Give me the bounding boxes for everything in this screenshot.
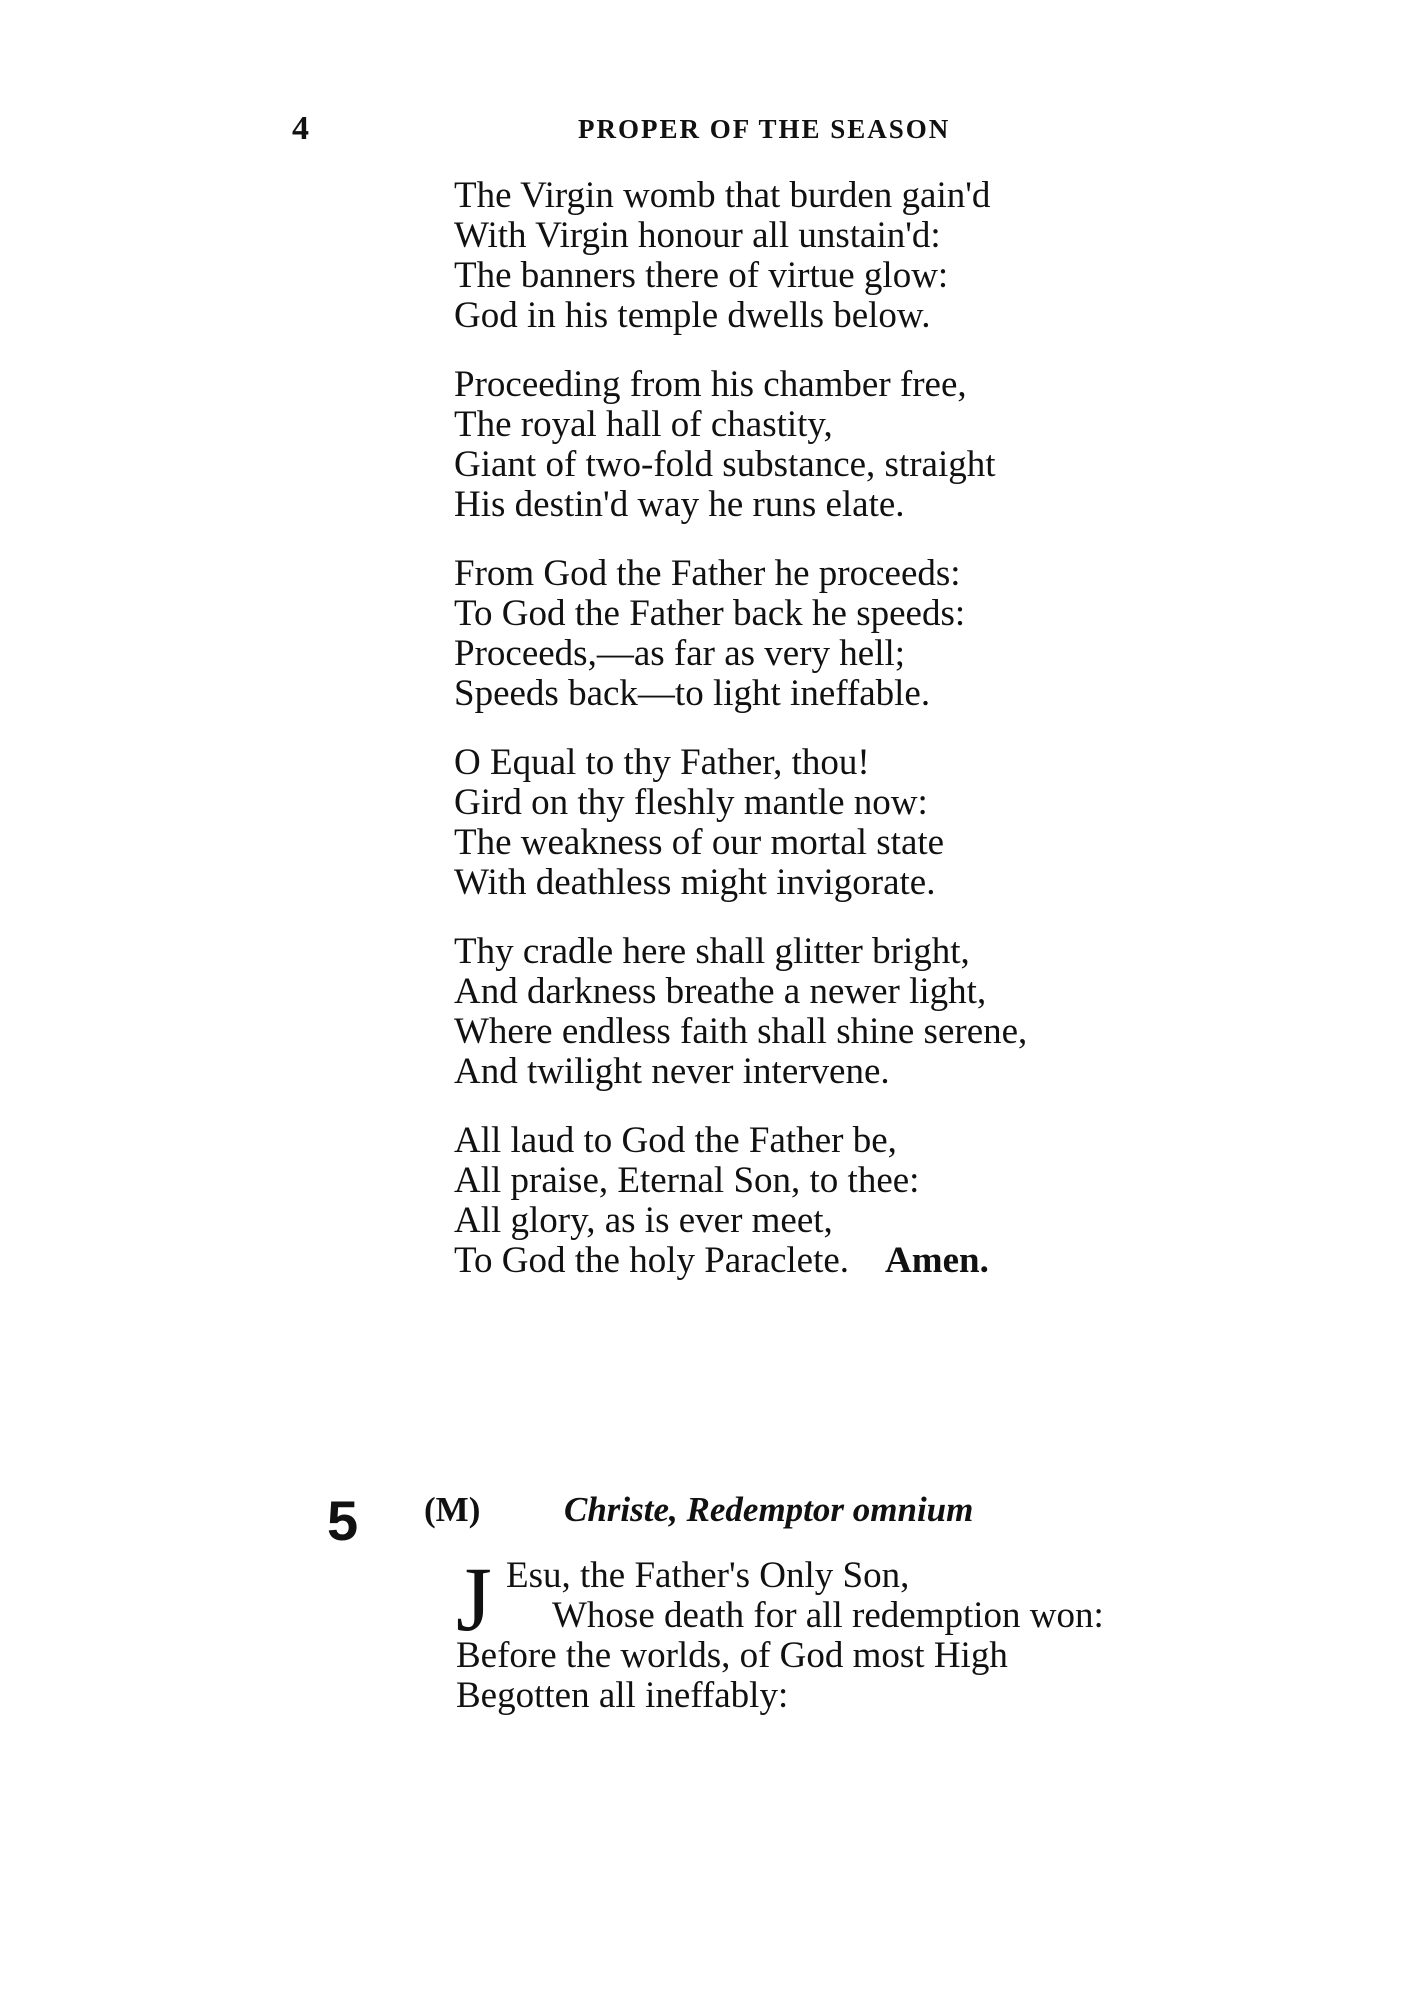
hymn-number: 5	[327, 1489, 359, 1552]
stanza-6	[454, 1121, 1354, 1281]
final-line-text: To God the holy Paraclete.	[454, 1240, 850, 1281]
verse-line: Proceeding from his chamber free,	[454, 364, 967, 405]
verse-line: With deathless might invigorate.	[454, 862, 936, 903]
stanza-4	[454, 743, 1354, 903]
verse-line: With Virgin honour all unstain'd:	[454, 215, 941, 256]
verse-line: Proceeds,—as far as very hell;	[454, 633, 906, 674]
verse-line: His destin'd way he runs elate.	[454, 484, 905, 525]
drop-cap: J	[456, 1548, 492, 1650]
verse-line: All praise, Eternal Son, to thee:	[454, 1160, 920, 1201]
hymn-text	[454, 176, 1354, 1310]
running-head: PROPER OF THE SEASON	[578, 114, 951, 144]
verse-line: All laud to God the Father be,	[454, 1120, 897, 1161]
stanza-3	[454, 554, 1354, 714]
verse-line: Gird on thy fleshly mantle now:	[454, 782, 928, 823]
verse-line: And darkness breathe a newer light,	[454, 971, 987, 1012]
verse-line: Speeds back—to light ineffable.	[454, 673, 931, 714]
verse-line: Before the worlds, of God most High	[456, 1635, 1008, 1676]
stanza-5	[454, 932, 1354, 1092]
page-number: 4	[292, 110, 309, 147]
verse-line: The royal hall of chastity,	[454, 404, 833, 445]
verse-line: O Equal to thy Father, thou!	[454, 742, 870, 783]
verse-line: From God the Father he proceeds:	[454, 553, 961, 594]
final-line	[454, 1241, 1354, 1281]
verse-line: The Virgin womb that burden gain'd	[454, 175, 991, 216]
verse-line: God in his temple dwells below.	[454, 295, 931, 336]
verse-line: Begotten all ineffably:	[456, 1675, 789, 1716]
verse-line: Esu, the Father's Only Son,	[506, 1555, 910, 1596]
hymn-mark: (M)	[424, 1490, 481, 1529]
verse-line: And twilight never intervene.	[454, 1051, 890, 1092]
verse-line: Thy cradle here shall glitter bright,	[454, 931, 970, 972]
verse-line: Whose death for all redemption won:	[552, 1595, 1104, 1636]
hymn5-body	[456, 1548, 1356, 1716]
stanza-2	[454, 365, 1354, 525]
hymn-latin-title: Christe, Redemptor omnium	[564, 1490, 974, 1529]
verse-line: All glory, as is ever meet,	[454, 1200, 833, 1241]
amen: Amen.	[885, 1240, 989, 1281]
verse-line: The banners there of virtue glow:	[454, 255, 949, 296]
stanza-1	[454, 176, 1354, 336]
verse-line: To God the Father back he speeds:	[454, 593, 966, 634]
verse-line: The weakness of our mortal state	[454, 822, 945, 863]
verse-line: Where endless faith shall shine serene,	[454, 1011, 1028, 1052]
verse-line: Giant of two-fold substance, straight	[454, 444, 996, 485]
